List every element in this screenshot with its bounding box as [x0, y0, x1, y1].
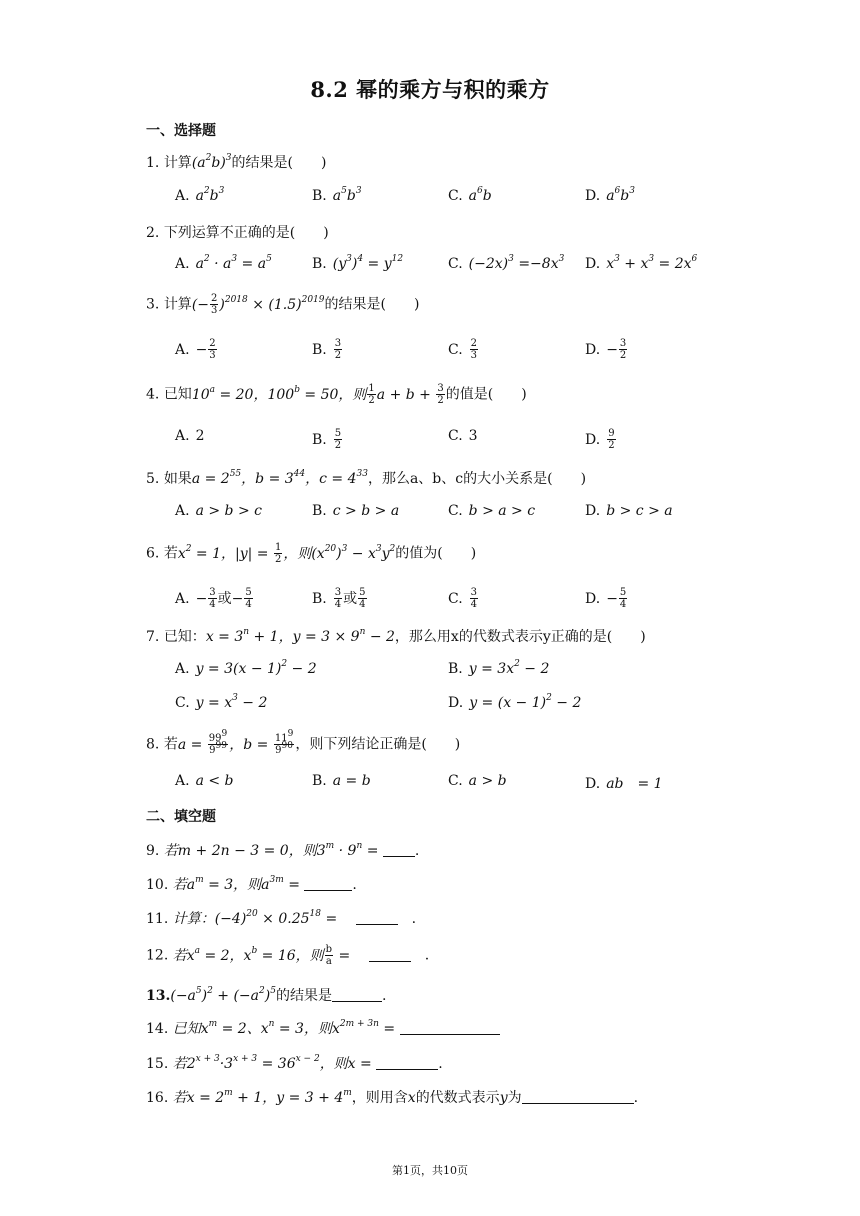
answer-blank[interactable]	[376, 1057, 438, 1070]
question-16: 16. 若$x = 2^m + 1$，$y = 3 + 4^m$，则用含x的代数式表示y为 .	[146, 1088, 639, 1106]
question-10: 10. 若$a^m = 3$，则$a^{3m}$ = .	[146, 875, 357, 893]
page-title: 8.2 幂的乘方与积的乘方	[310, 77, 550, 102]
option-c[interactable]: C. a > b	[448, 773, 507, 789]
question-15: 15. 若$2^{x + 3}\cdot 3^{x + 3} = 36^{x - 2}$，则x = .	[146, 1054, 443, 1072]
question-8: 8. 若a = $\frac{99^9}{9^{99}}$ ，b = $\frac{11^9}{9^{90}}$ ，则下列结论正确是( )	[146, 728, 461, 756]
option-b[interactable]: B. $(y^3)^4 = y^{12}$	[312, 254, 404, 272]
option-d[interactable]: D. $a^6b^3$	[585, 186, 635, 204]
question-4: 4. 已知$10^a = 20$，$100^b = 50$，则 $\frac{1}{2}$ a + b + $\frac{3}{2}$ 的值是( )	[146, 383, 527, 406]
answer-blank[interactable]	[356, 912, 398, 925]
option-d[interactable]: D. − $\frac{3}{2}$	[585, 338, 627, 361]
option-d[interactable]: D. $x^3 + x^3 = 2x^6$	[585, 254, 698, 272]
page-footer: 第1页，共10页	[392, 1164, 468, 1177]
option-c[interactable]: C. b > a > c	[448, 503, 536, 519]
section-heading-choice: 一、选择题	[146, 123, 216, 139]
question-13: $13.(-a^5)^2 + (-a^2)^5$的结果是 .	[146, 986, 387, 1004]
answer-blank[interactable]	[304, 878, 352, 891]
option-b[interactable]: B. $\frac{3}{2}$	[312, 338, 342, 361]
option-a[interactable]: A. $y = 3(x - 1)^2 - 2$	[175, 659, 317, 677]
answer-blank[interactable]	[383, 844, 415, 857]
option-b[interactable]: B. a = b	[312, 773, 371, 789]
option-a[interactable]: A. − $\frac{3}{4}$ 或− $\frac{5}{4}$	[175, 587, 252, 610]
option-a[interactable]: A. $a^2 \cdot a^3 = a^5$	[175, 254, 272, 272]
option-d[interactable]: D. ab = 1	[585, 776, 663, 792]
option-d[interactable]: D. $y = (x - 1)^2 - 2$	[448, 693, 582, 711]
question-7: 7. 已知：$x = 3^n + 1$，$y = 3 \times 9^n - 2$，那么用x的代数式表示y正确的是( )	[146, 627, 646, 645]
option-c[interactable]: C. $a^6b$	[448, 186, 492, 204]
option-d[interactable]: D. b > c > a	[585, 503, 673, 519]
option-b[interactable]: B. $\frac{3}{4}$ 或 $\frac{5}{4}$	[312, 587, 366, 610]
answer-blank[interactable]	[400, 1022, 500, 1035]
option-b[interactable]: B. $a^5b^3$	[312, 186, 362, 204]
question-9: 9. 若m + 2n − 3 = 0，则$3^m \cdot 9^n$ = .	[146, 841, 420, 859]
answer-blank[interactable]	[332, 989, 382, 1002]
question-2: 2. 下列运算不正确的是( )	[146, 225, 329, 241]
answer-blank[interactable]	[369, 949, 411, 962]
question-11: 11. 计算：$(-4)^{20} \times 0.25^{18}$ = .	[146, 909, 417, 927]
question-3: 3. 计算(− $\frac{2}{3}$ )$^{2018} \times (1.5)^{2019}$的结果是( )	[146, 293, 420, 316]
option-b[interactable]: B. $y = 3x^2 - 2$	[448, 659, 550, 677]
option-c[interactable]: C. $(-2x)^3 =-8x^3$	[448, 254, 565, 272]
question-5: 5. 如果$a = 2^{55}$，$b = 3^{44}$，$c = 4^{33}$，那么a、b、c的大小关系是( )	[146, 469, 587, 487]
question-12: 12. 若$x^a = 2$，$x^b = 16$，则 $\frac{b}{a}$ = .	[146, 944, 430, 967]
option-b[interactable]: B. c > b > a	[312, 503, 400, 519]
option-a[interactable]: A. $a^2b^3$	[175, 186, 225, 204]
option-c[interactable]: C. $\frac{3}{4}$	[448, 587, 478, 610]
question-14: 14. 已知$x^m = 2$、$x^n = 3$，则$x^{2m + 3n}$ =	[146, 1018, 500, 1038]
option-c[interactable]: C. $\frac{2}{3}$	[448, 338, 478, 361]
option-d[interactable]: D. − $\frac{5}{4}$	[585, 587, 627, 610]
question-1: 1. 计算$(a^2b)^3$的结果是( )	[146, 153, 327, 171]
option-a[interactable]: A. a < b	[175, 773, 234, 789]
option-c[interactable]: C. 3	[448, 428, 478, 444]
option-a[interactable]: A. − $\frac{2}{3}$	[175, 338, 216, 361]
option-c[interactable]: C. $y = x^3 - 2$	[175, 693, 268, 711]
question-6: 6. 若$x^2 = 1$，|y| = $\frac{1}{2}$ ，则$(x^{20})^3 - x^3y^2$的值为( )	[146, 542, 477, 565]
option-b[interactable]: B. $\frac{5}{2}$	[312, 428, 342, 451]
option-a[interactable]: A. a > b > c	[175, 503, 262, 519]
answer-blank[interactable]	[522, 1091, 634, 1104]
option-a[interactable]: A. 2	[175, 428, 205, 444]
option-d[interactable]: D. $\frac{9}{2}$	[585, 428, 615, 451]
section-heading-fill: 二、填空题	[146, 809, 216, 825]
